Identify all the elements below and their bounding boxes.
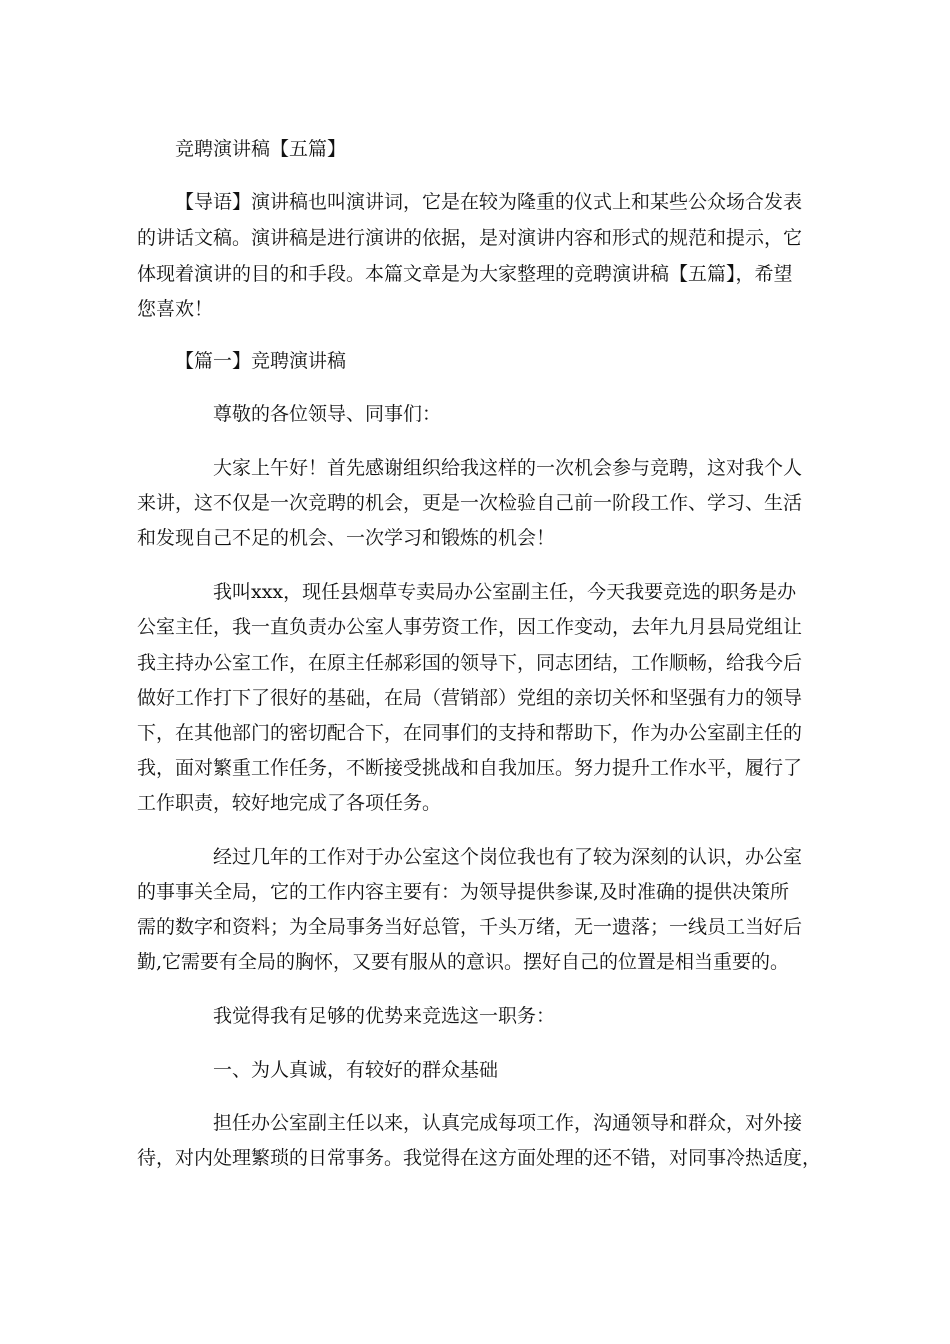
paragraph-line: 我叫xxx，现任县烟草专卖局办公室副主任，今天我要竞选的职务是办 [213, 581, 797, 603]
paragraph-line: 我觉得我有足够的优势来竞选这一职务： [213, 1005, 556, 1027]
paragraph-line: 大家上午好！首先感谢组织给我这样的一次机会参与竞聘，这对我个人 [213, 457, 803, 479]
intro-line: 【导语】演讲稿也叫演讲词，它是在较为隆重的仪式上和某些公众场合发表 [175, 191, 803, 213]
intro-line: 的讲话文稿。演讲稿是进行演讲的依据，是对演讲内容和形式的规范和提示，它 [137, 227, 803, 249]
point-heading: 一、为人真诚，有较好的群众基础 [213, 1059, 499, 1081]
salutation: 尊敬的各位领导、同事们： [213, 403, 442, 425]
paragraph-line: 经过几年的工作对于办公室这个岗位我也有了较为深刻的认识，办公室 [213, 846, 803, 868]
paragraph-line: 待，对内处理繁琐的日常事务。我觉得在这方面处理的还不错，对同事冷热适度， [137, 1147, 822, 1169]
paragraph-line: 需的数字和资料；为全局事务当好总管，千头万绪，无一遗落；一线员工当好后 [137, 916, 803, 938]
paragraph-line: 工作职责，较好地完成了各项任务。 [137, 792, 442, 814]
document-title: 竞聘演讲稿【五篇】 [175, 138, 347, 160]
paragraph-line: 下，在其他部门的密切配合下，在同事们的支持和帮助下，作为办公室副主任的 [137, 722, 803, 744]
intro-line: 体现着演讲的目的和手段。本篇文章是为大家整理的竞聘演讲稿【五篇】，希望 [137, 263, 793, 285]
paragraph-line: 我主持办公室工作，在原主任郝彩国的领导下，同志团结，工作顺畅，给我今后 [137, 652, 803, 674]
paragraph-line: 做好工作打下了很好的基础，在局（营销部）党组的亲切关怀和坚强有力的领导 [137, 687, 803, 709]
section-heading: 【篇一】竞聘演讲稿 [175, 350, 347, 372]
intro-line: 您喜欢！ [137, 298, 214, 320]
paragraph-line: 公室主任，我一直负责办公室人事劳资工作，因工作变动，去年九月县局党组让 [137, 616, 803, 638]
paragraph-line: 担任办公室副主任以来，认真完成每项工作，沟通领导和群众，对外接 [213, 1112, 803, 1134]
paragraph-line: 的事事关全局，它的工作内容主要有：为领导提供参谋,及时准确的提供决策所 [137, 881, 790, 903]
paragraph-line: 和发现自己不足的机会、一次学习和锻炼的机会！ [137, 527, 556, 549]
paragraph-line: 来讲，这不仅是一次竞聘的机会，更是一次检验自己前一阶段工作、学习、生活 [137, 492, 803, 514]
paragraph-line: 勤,它需要有全局的胸怀，又要有服从的意识。摆好自己的位置是相当重要的。 [137, 951, 790, 973]
paragraph-line: 我，面对繁重工作任务，不断接受挑战和自我加压。努力提升工作水平，履行了 [137, 757, 803, 779]
